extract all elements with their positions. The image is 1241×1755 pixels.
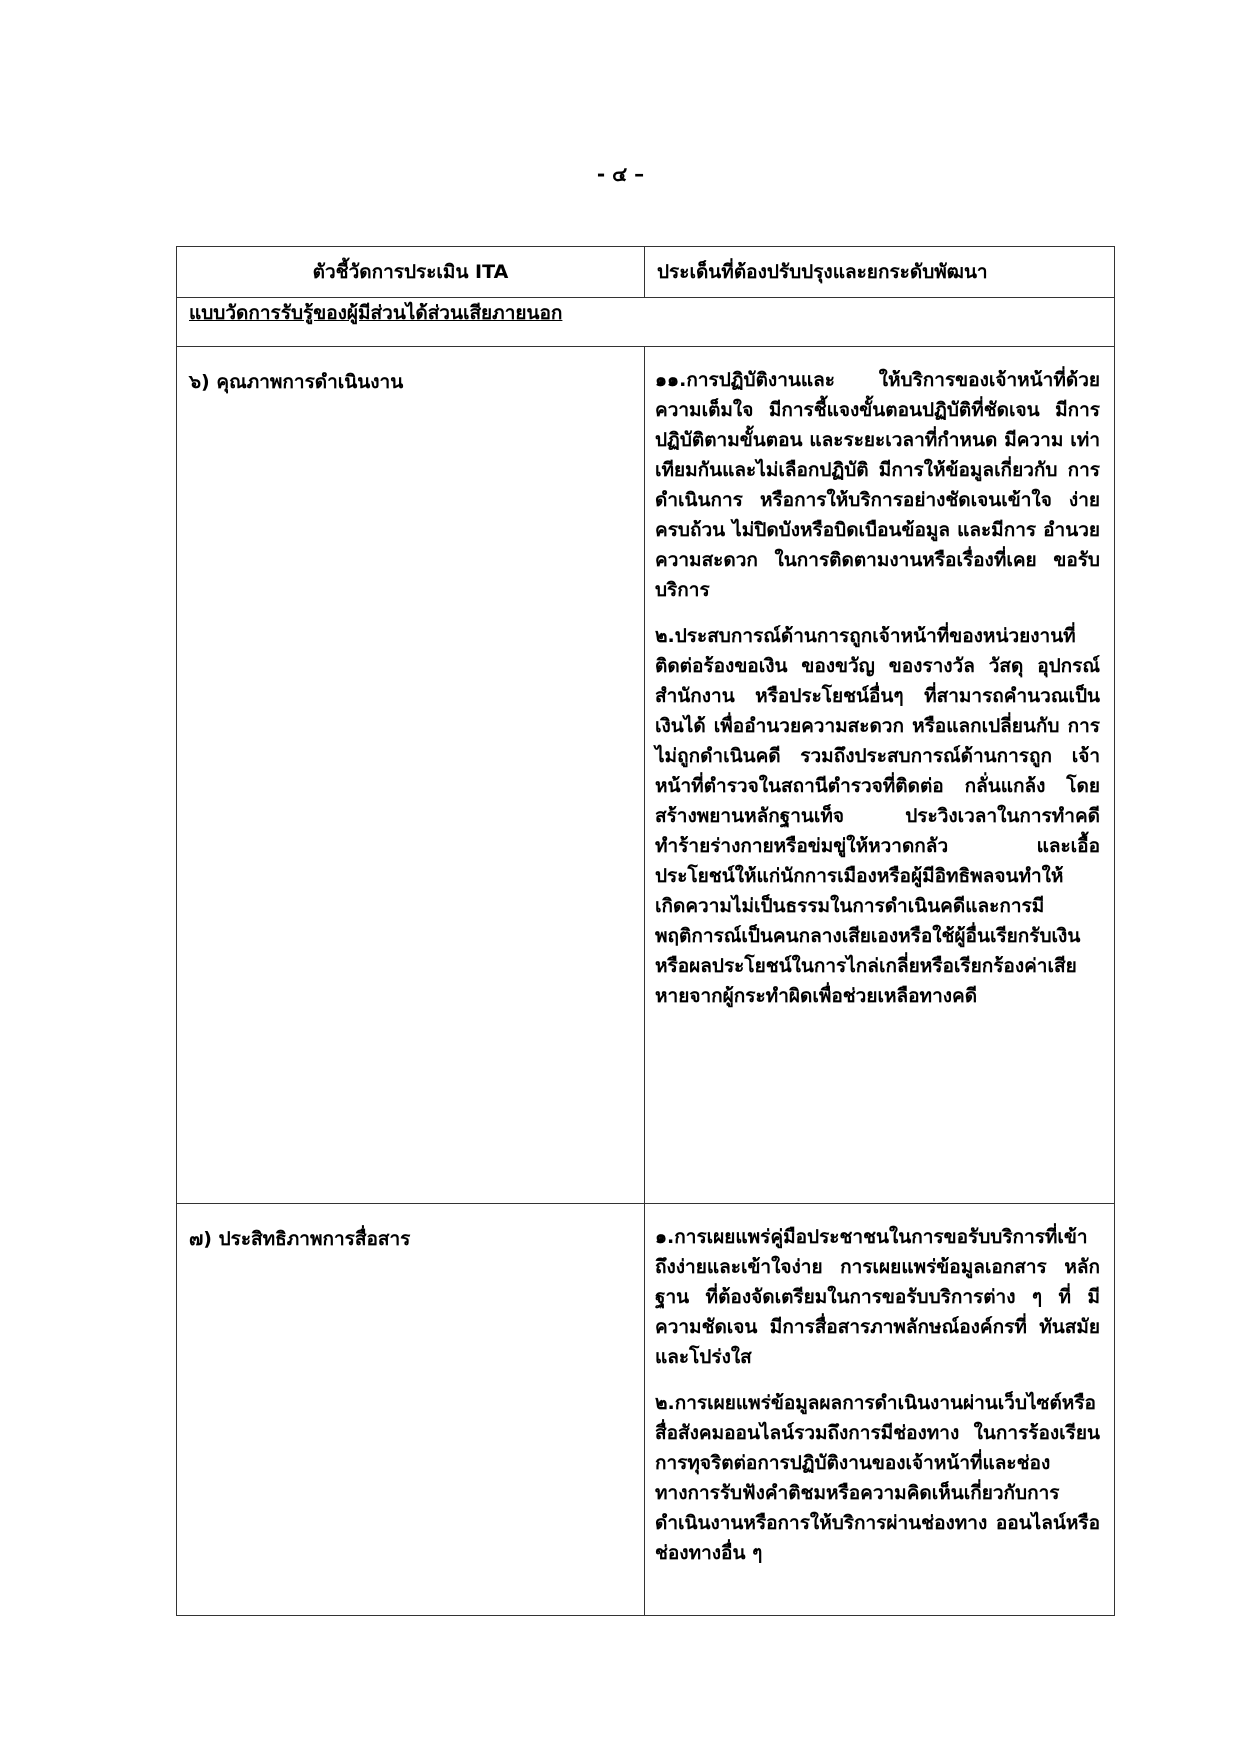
issue-paragraph: ๒.การเผยแพร่ข้อมูลผลการดำเนินงานผ่านเว็บไซต์หรือสื่อสังคมออนไลน์รวมถึงการมีช่องทาง ในการร้องเรียนการทุจริตต่อการปฏิบัติงานของเจ้าหน้าที่และช่องทางการรับฟังคำติชมหรือความคิดเห็นเกี่ยวกับการดำเนินงานหรือการให้บริการผ่านช่องทาง ออนไลน์หรือช่องทางอื่น ๆ — [655, 1392, 1100, 1564]
table-row — [177, 347, 1115, 1204]
issue-paragraph: ๑.การเผยแพร่คู่มือประชาชนในการขอรับบริการที่เข้าถึงง่ายและเข้าใจง่าย การเผยแพร่ข้อมูลเอกสาร หลักฐาน ที่ต้องจัดเตรียมในการขอรับบริการต่าง ๆ ที่ มีความชัดเจน มีการสื่อสารภาพลักษณ์องค์กรที่ ทันสมัย และโปร่งใส — [655, 1226, 1100, 1368]
page-number: - ๔ – — [596, 162, 645, 186]
indicator-cell: ๗) ประสิทธิภาพการสื่อสาร — [177, 1204, 645, 1616]
indicator-cell: ๖) คุณภาพการดำเนินงาน — [177, 347, 645, 1204]
issues-cell — [645, 347, 1115, 1204]
issue-paragraph: ๒.ประสบการณ์ด้านการถูกเจ้าหน้าที่ของหน่วยงานที่ ติดต่อร้องขอเงิน ของขวัญ ของรางวัล วัสดุ อุปกรณ์ สำนักงาน หรือประโยชน์อื่นๆ ที่สามารถคำนวณเป็น เงินได้ เพื่ออำนวยความสะดวก หรือแลกเปลี่ยนกับ การไม่ถูกดำเนินคดี รวมถึงประสบการณ์ด้านการถูก เจ้าหน้าที่ตำรวจในสถานีตำรวจที่ติดต่อ กลั่นแกล้ง โดยสร้างพยานหลักฐานเท็จ ประวิงเวลาในการทำคดี ทำร้ายร่างกายหรือข่มขู่ให้หวาดกลัว และเอื้อ ประโยชน์ให้แก่นักการเมืองหรือผู้มีอิทธิพลจนทำให้ เกิดความไม่เป็นธรรมในการดำเนินคดีและการมี พฤติการณ์เป็นคนกลางเสียเองหรือใช้ผู้อื่นเรียกรับเงิน หรือผลประโยชน์ในการไกล่เกลี่ยหรือเรียกร้องค่าเสียหายจากผู้กระทำผิดเพื่อช่วยเหลือทางคดี — [655, 625, 1100, 1007]
header-issues: ประเด็นที่ต้องปรับปรุงและยกระดับพัฒนา — [645, 247, 1115, 298]
issue-paragraph: ๑๑.การปฏิบัติงานและ ให้บริการของเจ้าหน้าที่ด้วยความเต็มใจ มีการชี้แจงขั้นตอนปฏิบัติที่ชัดเจน มีการ ปฏิบัติตามขั้นตอน และระยะเวลาที่กำหนด มีความ เท่าเทียมกันและไม่เลือกปฏิบัติ มีการให้ข้อมูลเกี่ยวกับ การดำเนินการ หรือการให้บริการอย่างชัดเจนเข้าใจ ง่าย ครบถ้วน ไม่ปิดบังหรือบิดเบือนข้อมูล และมีการ อำนวยความสะดวก ในการติดตามงานหรือเรื่องที่เคย ขอรับบริการ — [655, 369, 1100, 601]
table-header-row — [177, 247, 1115, 298]
header-indicator: ตัวชี้วัดการประเมิน ITA — [177, 247, 645, 298]
section-cell — [177, 298, 1115, 347]
issues-cell — [645, 1204, 1115, 1616]
section-row — [177, 298, 1115, 347]
ita-table — [176, 246, 1115, 1616]
table-row — [177, 1204, 1115, 1616]
section-title: แบบวัดการรับรู้ของผู้มีส่วนได้ส่วนเสียภายนอก — [189, 302, 563, 324]
